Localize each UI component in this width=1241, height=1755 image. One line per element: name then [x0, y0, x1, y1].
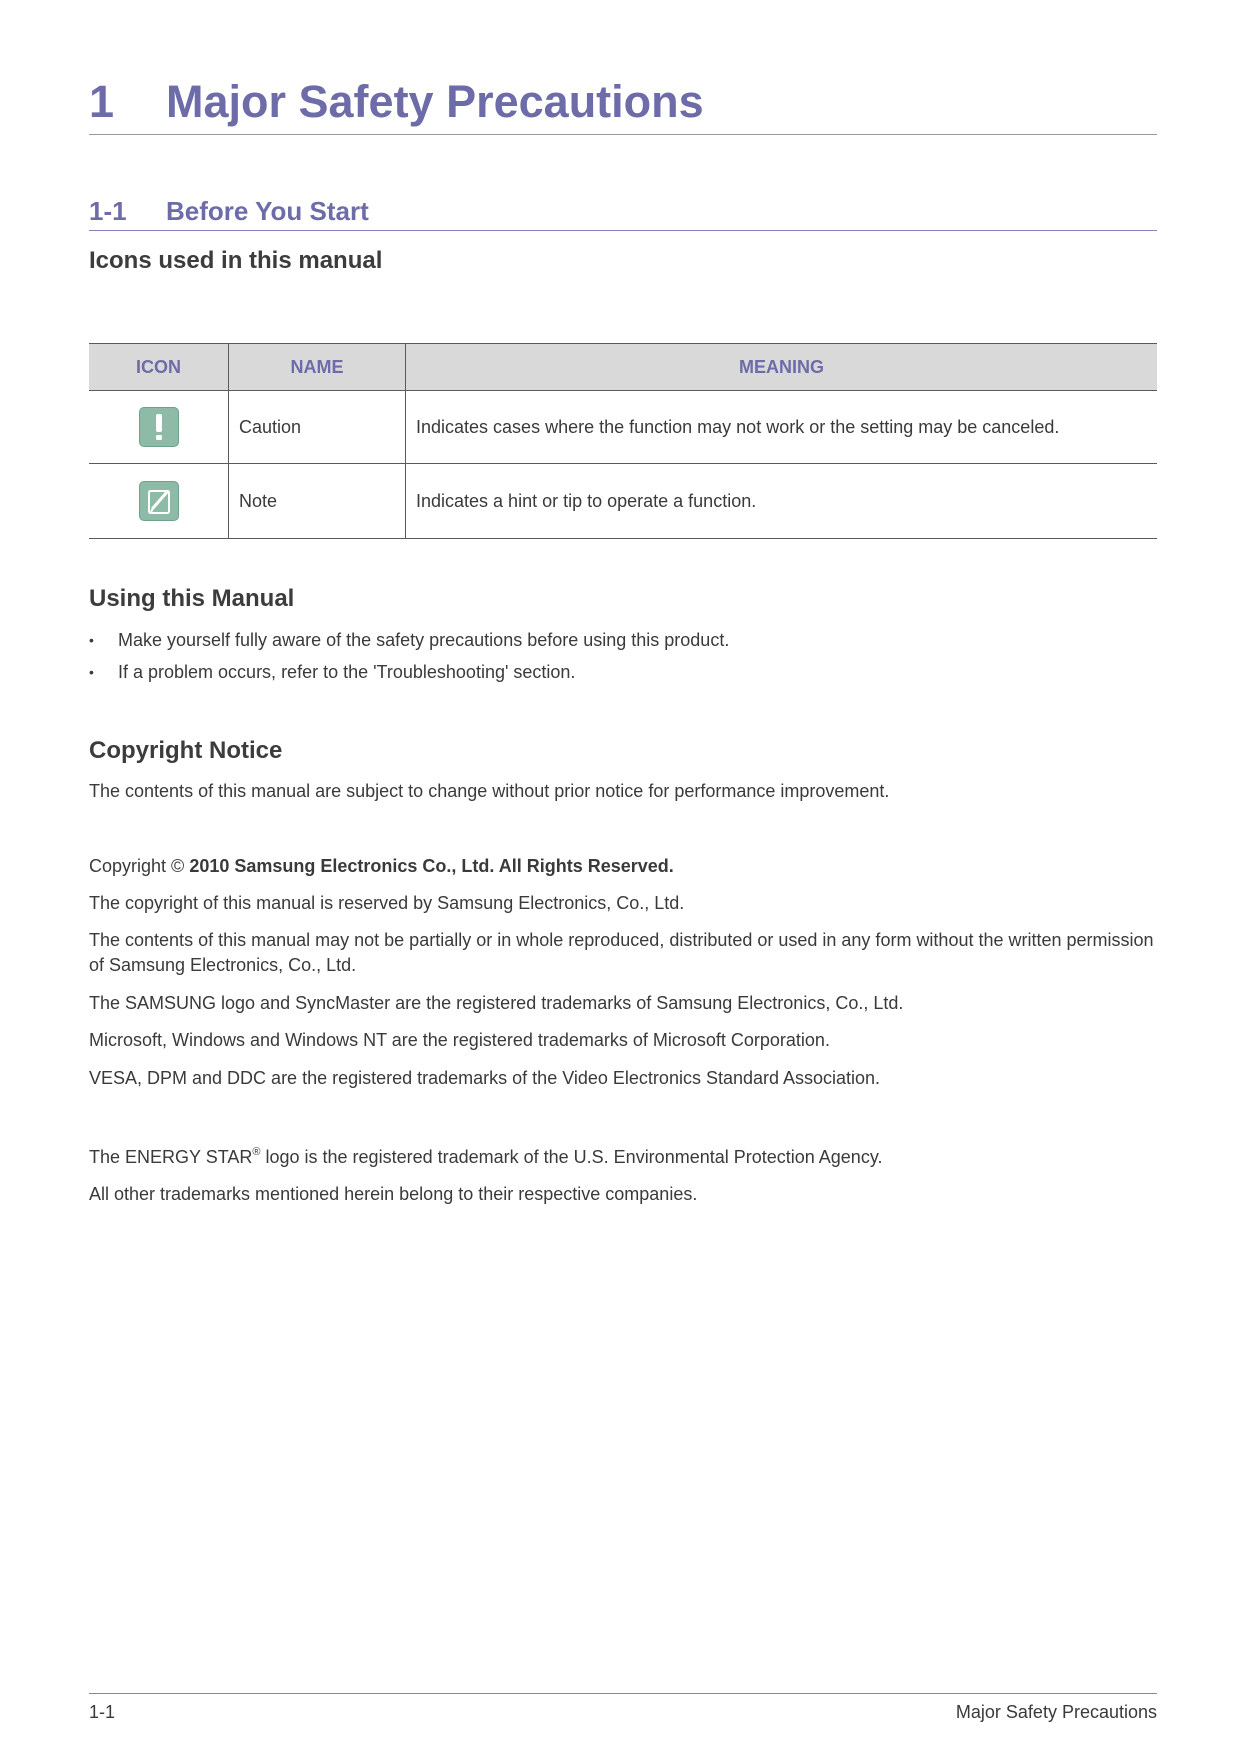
energy-star-trademark: [89, 1145, 1157, 1170]
copyright-reserved: The copyright of this manual is reserved by Samsung Electronics, Co., Ltd.: [89, 893, 685, 913]
table-row: [89, 391, 1157, 464]
energy-prefix: The ENERGY STAR: [89, 1147, 253, 1167]
copyright-reproduction: The contents of this manual may not be partially or in whole reproduced, distributed or used in any form without the written permission of Samsung Electronics, Co., Ltd.: [89, 930, 1154, 975]
copyright-line: [89, 854, 1157, 879]
section-title-text: Before You Start: [166, 196, 369, 226]
section-number: 1-1: [89, 196, 127, 226]
vesa-trademark: VESA, DPM and DDC are the registered trademarks of the Video Electronics Standard Association.: [89, 1068, 881, 1088]
meaning-cell: Indicates cases where the function may not work or the setting may be canceled.: [406, 391, 1158, 464]
document-page: [89, 0, 1157, 1755]
chapter-title: [89, 74, 1157, 135]
meaning-cell: Indicates a hint or tip to operate a function.: [406, 464, 1158, 539]
chapter-title-text: Major Safety Precautions: [166, 76, 704, 127]
bullet-dot: •: [89, 632, 94, 648]
registered-mark: ®: [252, 1146, 261, 1158]
icon-cell: [89, 464, 229, 539]
using-heading: Using this Manual: [89, 585, 295, 612]
name-cell: Note: [229, 464, 406, 539]
samsung-trademark: The SAMSUNG logo and SyncMaster are the registered trademarks of Samsung Electronics, Co., Ltd.: [89, 993, 904, 1013]
using-list: [89, 628, 729, 692]
caution-icon: [139, 407, 179, 447]
section-title: [89, 194, 1157, 231]
icon-cell: [89, 391, 229, 464]
list-item-text: If a problem occurs, refer to the 'Troubleshooting' section.: [118, 662, 576, 682]
page-footer: [89, 1693, 1157, 1730]
list-item: [89, 660, 729, 692]
name-cell: Caution: [229, 391, 406, 464]
icons-heading: Icons used in this manual: [89, 247, 383, 274]
header-name: NAME: [229, 344, 406, 391]
list-item-text: Make yourself fully aware of the safety precautions before using this product.: [118, 630, 730, 650]
copyright-prefix: Copyright ©: [89, 856, 190, 876]
table-header-row: [89, 344, 1157, 391]
other-trademarks: All other trademarks mentioned herein belong to their respective companies.: [89, 1184, 698, 1204]
note-icon: [139, 481, 179, 521]
microsoft-trademark: Microsoft, Windows and Windows NT are the registered trademarks of Microsoft Corporation.: [89, 1030, 830, 1050]
copyright-heading: Copyright Notice: [89, 737, 283, 764]
header-meaning: MEANING: [406, 344, 1158, 391]
icons-table: [89, 343, 1157, 539]
copyright-holder: 2010 Samsung Electronics Co., Ltd. All Rights Reserved.: [189, 856, 674, 876]
footer-chapter-name: Major Safety Precautions: [955, 1702, 1157, 1722]
chapter-number: 1: [89, 76, 115, 127]
energy-suffix: logo is the registered trademark of the U.S. Environmental Protection Agency.: [260, 1147, 883, 1167]
header-icon: ICON: [89, 344, 229, 391]
copyright-intro: The contents of this manual are subject to change without prior notice for performance improvement.: [89, 781, 890, 801]
footer-page-number: 1-1: [89, 1702, 116, 1722]
list-item: [89, 628, 729, 660]
bullet-dot: •: [89, 664, 94, 680]
table-row: [89, 464, 1157, 539]
